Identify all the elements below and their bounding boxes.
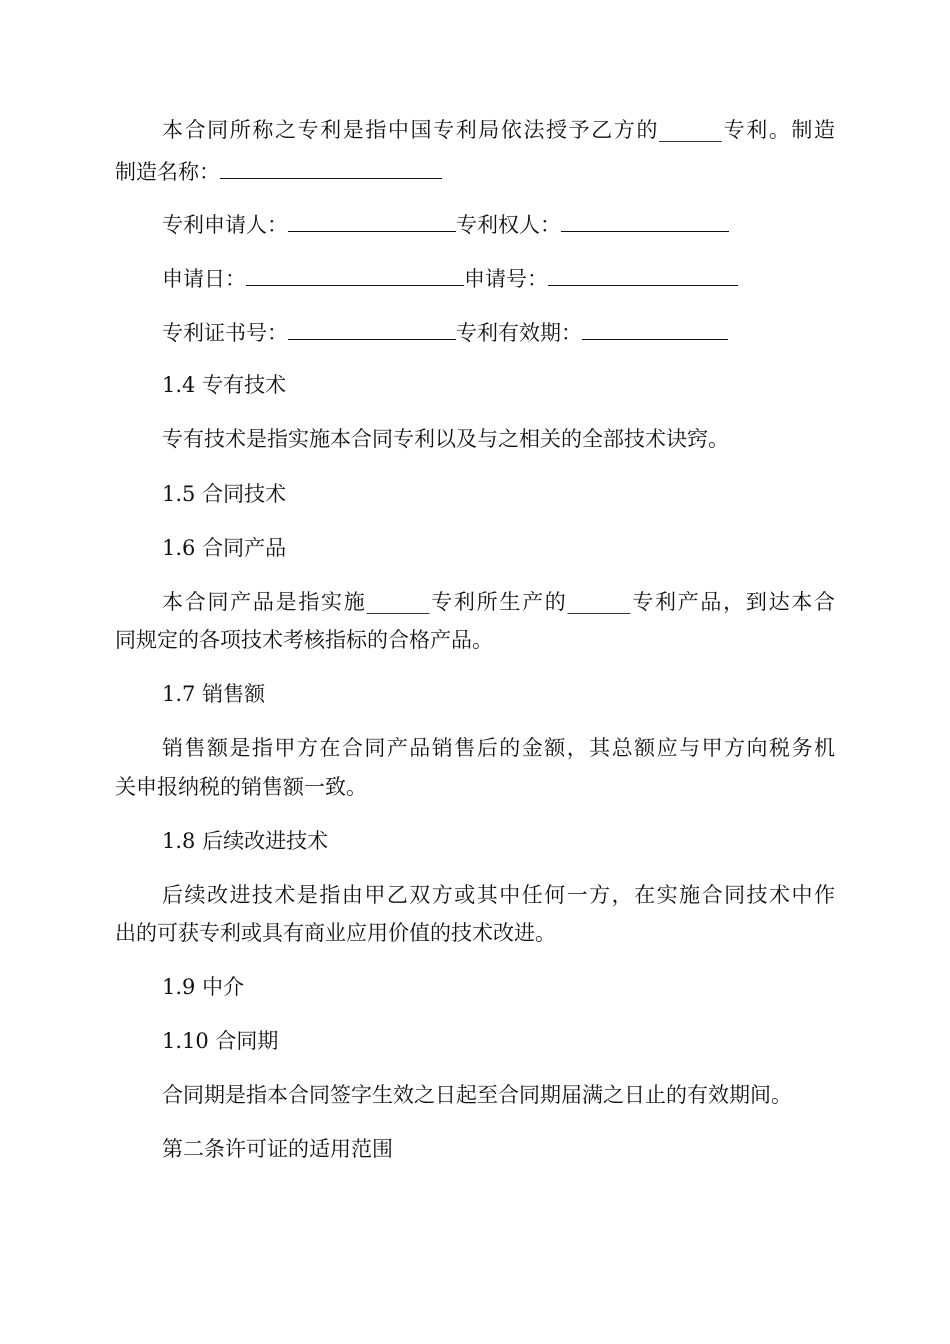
section-1-7-title: 1.7 销售额 bbox=[162, 682, 266, 706]
section-1-7-body-line-1: 销售额是指甲方在合同产品销售后的金额，其总额应与甲方向税务机 bbox=[162, 736, 835, 760]
validity-blank bbox=[582, 319, 728, 340]
section-1-6-blank-2: ______ bbox=[567, 590, 631, 614]
application-date-blank bbox=[246, 265, 464, 286]
section-1-10-title: 1.10 合同期 bbox=[162, 1029, 279, 1053]
section-1-6-mid: 专利所生产的 bbox=[429, 590, 568, 614]
section-1-6-suffix: 专利产品，到达本合 bbox=[630, 590, 836, 614]
application-number-blank bbox=[548, 265, 738, 286]
section-1-6-title: 1.6 合同产品 bbox=[162, 536, 287, 560]
section-1-6-body-line-2: 同规定的各项技术考核指标的合格产品。 bbox=[115, 628, 493, 652]
section-1-6-blank-1: ______ bbox=[366, 590, 430, 614]
section-1-4-body: 专有技术是指实施本合同专利以及与之相关的全部技术诀窍。 bbox=[162, 427, 729, 451]
section-1-10-body: 合同期是指本合同签字生效之日起至合同期届满之日止的有效期间。 bbox=[162, 1083, 792, 1107]
section-1-6-body-line-1 bbox=[162, 589, 835, 615]
product-name-label: 制造名称： bbox=[115, 160, 220, 184]
certificate-number-blank bbox=[288, 319, 456, 340]
applicant-label: 专利申请人： bbox=[162, 213, 288, 237]
validity-label: 专利有效期： bbox=[456, 321, 582, 345]
application-number-label: 申请号： bbox=[464, 267, 548, 291]
patent-type-blank: ______ bbox=[659, 118, 723, 142]
certificate-number-label: 专利证书号： bbox=[162, 321, 288, 345]
section-1-5-title: 1.5 合同技术 bbox=[162, 482, 287, 506]
applicant-blank bbox=[288, 211, 456, 232]
section-1-9-title: 1.9 中介 bbox=[162, 975, 245, 999]
owner-blank bbox=[561, 211, 729, 232]
section-1-8-title: 1.8 后续改进技术 bbox=[162, 829, 329, 853]
patent-definition-prefix: 本合同所称之专利是指中国专利局依法授予乙方的 bbox=[162, 118, 660, 142]
patent-definition-line-1 bbox=[162, 117, 835, 143]
patent-definition-line-2 bbox=[115, 158, 835, 185]
owner-label: 专利权人： bbox=[456, 213, 561, 237]
section-1-8-body-line-1: 后续改进技术是指由甲乙双方或其中任何一方，在实施合同技术中作 bbox=[162, 883, 835, 907]
section-1-6-prefix: 本合同产品是指实施 bbox=[162, 590, 367, 614]
section-1-4-title: 1.4 专有技术 bbox=[162, 373, 287, 397]
section-1-8-body-line-2: 出的可获专利或具有商业应用价值的技术改进。 bbox=[115, 921, 556, 945]
certificate-row bbox=[162, 319, 835, 346]
application-date-row bbox=[162, 265, 835, 292]
patent-definition-suffix: 专利。制造 bbox=[722, 118, 836, 142]
section-1-7-body-line-2: 关申报纳税的销售额一致。 bbox=[115, 775, 367, 799]
product-name-blank bbox=[220, 158, 442, 179]
article-2-title: 第二条许可证的适用范围 bbox=[162, 1137, 393, 1161]
application-date-label: 申请日： bbox=[162, 267, 246, 291]
patent-applicant-row bbox=[162, 211, 835, 238]
